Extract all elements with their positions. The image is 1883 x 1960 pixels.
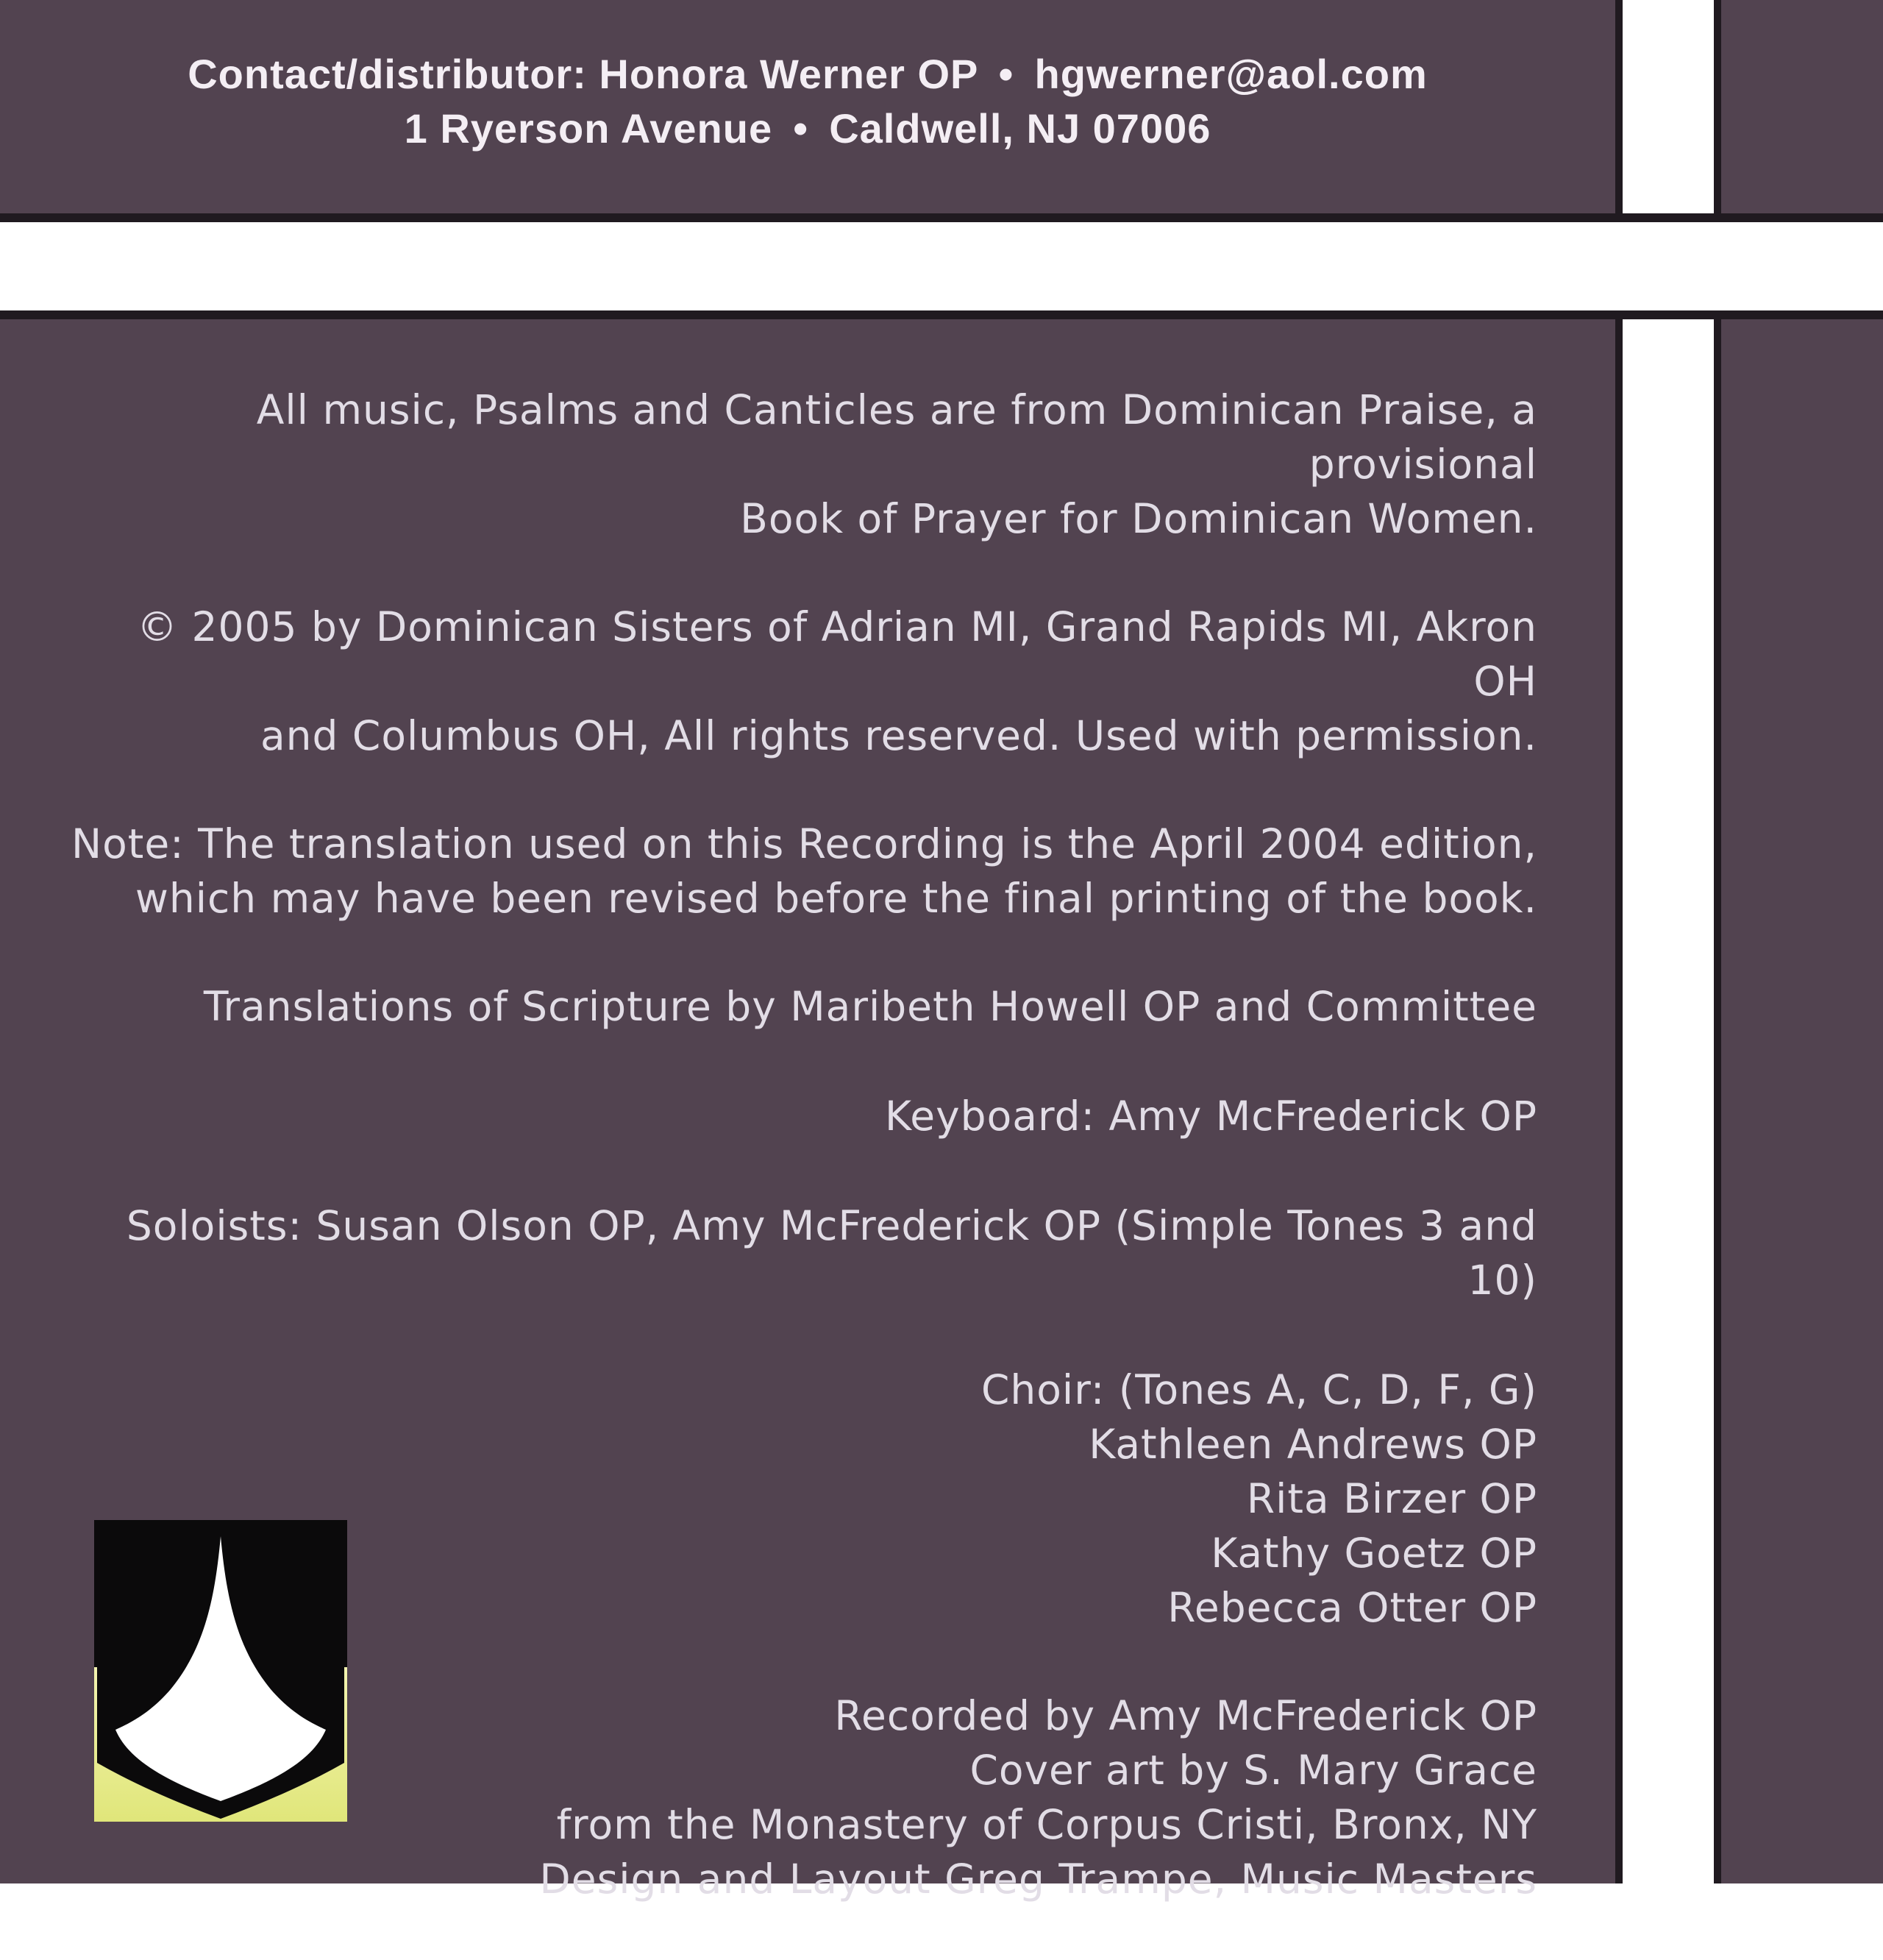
- note-paragraph: [66, 817, 1537, 926]
- text-line: Book of Prayer for Dominican Women.: [740, 495, 1537, 542]
- dominican-shield-icon: [94, 1520, 347, 1822]
- text-line: Recorded by Amy McFrederick OP: [834, 1692, 1537, 1739]
- contact-line-2: [0, 102, 1615, 156]
- copyright-paragraph: [66, 600, 1537, 763]
- vertical-rule: [1714, 310, 1721, 1883]
- contact-street: 1 Ryerson Avenue: [404, 105, 773, 152]
- choir-member: Rebecca Otter OP: [1167, 1584, 1537, 1631]
- choir-heading: Choir: (Tones A, C, D, F, G): [981, 1366, 1537, 1413]
- text-line: Soloists: Susan Olson OP, Amy McFrederick OP (Simple Tones 3 and 10): [126, 1202, 1537, 1304]
- contact-email: hgwerner@aol.com: [1034, 51, 1428, 97]
- text-line: Translations of Scripture by Maribeth Howell OP and Committee: [203, 983, 1537, 1030]
- contact-name: Honora Werner OP: [599, 51, 978, 97]
- contact-line-1: [0, 47, 1615, 102]
- text-line: which may have been revised before the final printing of the book.: [135, 875, 1537, 922]
- credits-panel-right: [1721, 318, 1883, 1883]
- text-line: Cover art by S. Mary Grace: [969, 1747, 1537, 1794]
- text-line: and Columbus OH, All rights reserved. Used with permission.: [260, 712, 1537, 759]
- choir-member: Rita Birzer OP: [1246, 1475, 1537, 1522]
- choir-member: Kathy Goetz OP: [1211, 1530, 1537, 1577]
- text-line: © 2005 by Dominican Sisters of Adrian MI, Grand Rapids MI, Akron OH: [137, 603, 1537, 705]
- contact-city: Caldwell, NJ 07006: [829, 105, 1211, 152]
- text-line: Design and Layout Greg Trampe, Music Masters: [539, 1856, 1537, 1903]
- translations-credit: [66, 979, 1537, 1034]
- vertical-rule: [1615, 0, 1623, 222]
- choir-member: Kathleen Andrews OP: [1089, 1421, 1537, 1468]
- horizontal-rule: [0, 213, 1883, 222]
- text-line: All music, Psalms and Canticles are from Dominican Praise, a provisional: [256, 386, 1537, 488]
- text-line: from the Monastery of Corpus Cristi, Bronx, NY: [556, 1801, 1537, 1848]
- contact-label: Contact/distributor:: [188, 51, 587, 97]
- bullet-separator: •: [998, 51, 1014, 97]
- horizontal-rule: [0, 310, 1883, 319]
- bullet-separator: •: [793, 105, 808, 152]
- header-panel-right: [1721, 0, 1883, 213]
- source-paragraph: [66, 383, 1537, 546]
- text-line: Keyboard: Amy McFrederick OP: [884, 1093, 1537, 1140]
- vertical-rule: [1615, 310, 1623, 1883]
- soloists-credit: [66, 1199, 1537, 1307]
- vertical-rule: [1714, 0, 1721, 222]
- contact-block: [0, 47, 1615, 156]
- keyboard-credit: [66, 1089, 1537, 1143]
- text-line: Note: The translation used on this Recording is the April 2004 edition,: [71, 820, 1537, 867]
